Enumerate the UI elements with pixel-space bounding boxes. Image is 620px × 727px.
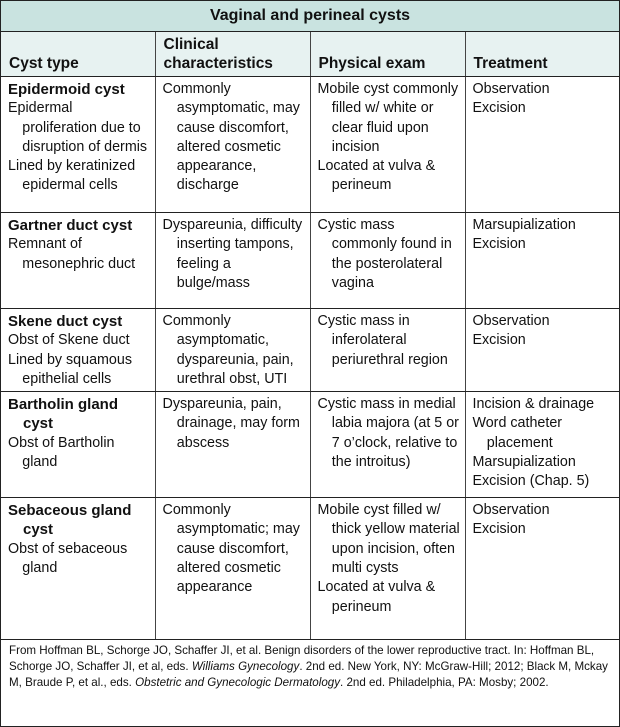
source-book-2: Obstetric and Gynecologic Dermatology [135,676,341,690]
clinical-line: Commonly asymptomatic, may cause discomfort, altered cosmetic appearance, discharge [162,81,300,194]
source-text-2: . 2nd ed. New York, NY: McGraw-Hill; 2012; Black M, Mckay M, Braude P, et al., eds. [9,660,608,690]
exam-cell [310,77,465,213]
cyst-type-line: Lined by keratinized epidermal cells [8,158,136,194]
clinical-cell [155,309,310,392]
cyst-type-line: Lined by squamous epithelial cells [8,351,132,387]
cyst-name: Epidermoid cyst [8,81,125,98]
exam-cell [310,392,465,498]
clinical-cell [155,77,310,213]
cyst-type-cell [1,309,155,392]
clinical-cell [155,498,310,640]
cyst-type-line: Obst of sebaceous gland [8,540,128,577]
exam-line: Cystic mass commonly found in the posterolateral vagina [317,217,452,291]
exam-line: Mobile cyst filled w/ thick yellow material upon incision, often multi cysts [317,502,460,577]
header-clinical: Clinical characteristics [155,32,310,77]
cyst-name: Bartholin gland cyst [8,396,118,433]
source-citation [1,640,619,691]
cyst-type-cell [1,392,155,498]
table-row [1,309,619,392]
treatment-line: Observation [472,502,550,519]
treatment-line: Excision [472,236,526,253]
treatment-cell [465,392,619,498]
exam-cell [310,213,465,309]
treatment-line: Incision & drainage [472,396,595,413]
treatment-line: Observation [472,81,550,97]
header-row [1,32,619,77]
cyst-name: Skene duct cyst [8,313,123,330]
cyst-type-line: Epidermal proliferation due to disruption of dermis [8,100,148,155]
clinical-line: Dyspareunia, difficulty inserting tampons, feeling a bulge/mass [162,217,303,291]
treatment-line: Excision (Chap. 5) [472,473,590,490]
treatment-line: Word catheter placement [472,415,563,451]
table-title: Vaginal and perineal cysts [1,1,619,32]
exam-line: Mobile cyst commonly filled w/ white or clear fluid upon incision [317,81,459,155]
treatment-line: Observation [472,313,550,329]
table-row [1,392,619,498]
exam-line: Located at vulva & perineum [317,158,436,194]
clinical-cell [155,392,310,498]
source-text-1: From Hoffman BL, Schorge JO, Schaffer JI, et al. Benign disorders of the lower reproductive tract. In: Hoffman BL, Schorge JO, Schaffer JI, et al, eds. [9,644,595,674]
cyst-name: Gartner duct cyst [8,217,133,234]
cyst-type-cell [1,498,155,640]
clinical-cell [155,213,310,309]
header-treatment: Treatment [465,32,619,77]
treatment-cell [465,498,619,640]
clinical-line: Commonly asymptomatic; may cause discomfort, altered cosmetic appearance [162,502,300,596]
table-row [1,213,619,309]
cyst-type-cell [1,77,155,213]
exam-line: Cystic mass in medial labia majora (at 5 or 7 o’clock, relative to the introitus) [317,396,459,471]
header-cyst-type: Cyst type [1,32,155,77]
treatment-line: Marsupialization [472,454,576,471]
treatment-cell [465,77,619,213]
source-text-3: . 2nd ed. Philadelphia, PA: Mosby; 2002. [340,676,549,690]
cyst-name: Sebaceous gland cyst [8,502,132,539]
cyst-table [1,32,619,640]
clinical-line: Dyspareunia, pain, drainage, may form abscess [162,396,300,451]
source-book-1: Williams Gynecology [191,660,300,674]
table-row [1,77,619,213]
exam-cell [310,498,465,640]
exam-cell [310,309,465,392]
exam-line: Cystic mass in inferolateral periurethral region [317,313,448,368]
treatment-line: Excision [472,100,526,117]
cyst-type-line: Obst of Bartholin gland [8,434,115,471]
treatment-cell [465,213,619,309]
clinical-line: Commonly asymptomatic, dyspareunia, pain, urethral obst, UTI [162,313,294,387]
table-row [1,498,619,640]
treatment-cell [465,309,619,392]
cyst-type-line: Remnant of mesonephric duct [8,236,136,272]
cyst-type-line: Obst of Skene duct [8,332,130,349]
cyst-type-cell [1,213,155,309]
header-physical-exam: Physical exam [310,32,465,77]
exam-line: Located at vulva & perineum [317,579,436,615]
treatment-line: Excision [472,332,526,349]
treatment-line: Excision [472,521,526,538]
treatment-line: Marsupialization [472,217,576,233]
